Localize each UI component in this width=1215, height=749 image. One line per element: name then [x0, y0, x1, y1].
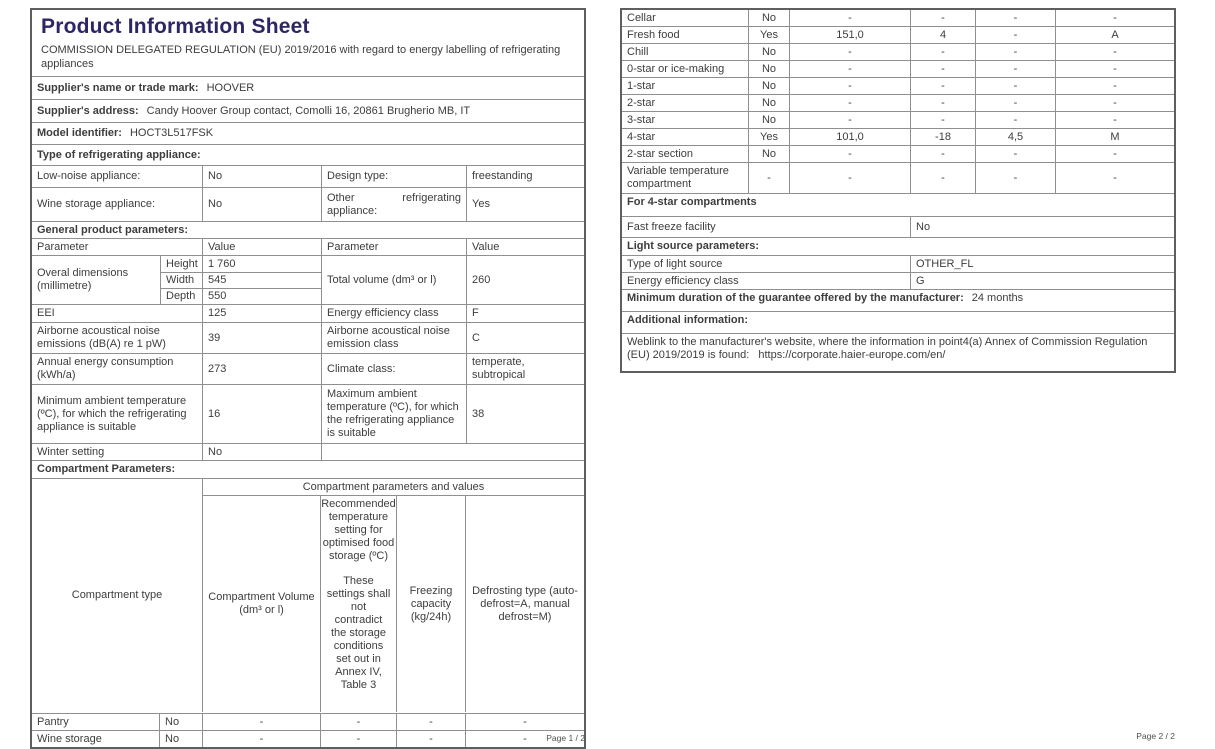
compartment-volume: - [789, 146, 910, 162]
compartment-row-cellar [622, 10, 1174, 26]
defrosting-type-header: Defrosting type (auto-defrost=A, manual defrost=M) [465, 495, 584, 712]
compartment-row-3-star [622, 111, 1174, 128]
low-noise-value: No [202, 166, 321, 187]
noise-class-label: Airborne acoustical noise emission class [321, 323, 466, 353]
model-identifier-value: HOCT3L517FSK [129, 127, 214, 139]
page-1 [30, 8, 586, 749]
compartment-freezing: - [975, 146, 1055, 162]
light-section-row [622, 237, 1174, 255]
compartment-temp: - [910, 61, 975, 77]
compartment-row-variable-temperature [622, 162, 1174, 193]
title-block [32, 10, 584, 76]
noise-class-value: C [466, 323, 584, 353]
compartment-row-0-star [622, 60, 1174, 77]
compartment-freezing: - [975, 44, 1055, 60]
four-star-section-row [622, 193, 1174, 216]
compartment-freezing: - [396, 731, 465, 747]
compartment-name: 2-star section [627, 147, 694, 160]
compartment-name: Pantry [37, 715, 69, 728]
max-ambient-label: Maximum ambient temperature (ºC), for which the refrigerating appliance is suitable [321, 385, 466, 443]
compartment-temp: 4 [910, 27, 975, 43]
weblink-text: Weblink to the manufacturer's website, where the information in point4(a) Annex of Commission Regulation (EU) 2019/2019 is found: [627, 336, 1148, 361]
compartment-defrosting: - [1055, 44, 1174, 60]
compartment-freezing: - [975, 10, 1055, 26]
compartment-name: 2-star [627, 96, 656, 109]
min-ambient-value: 16 [202, 385, 321, 443]
light-energy-class-row [622, 272, 1174, 289]
general-section-row [32, 221, 584, 238]
compartment-name: 1-star [627, 79, 656, 92]
compartment-volume: - [789, 95, 910, 111]
supplier-address-value: Candy Hoover Group contact, Comolli 16, 20861 Brugherio MB, IT [146, 104, 471, 117]
dimensions-label: Overal dimensions (millimetre) [37, 267, 129, 292]
wine-storage-appliance-row [32, 187, 584, 221]
page-1-footer: Page 1 / 2 [546, 733, 585, 743]
compartment-defrosting: - [1055, 112, 1174, 128]
winter-setting-row [32, 443, 584, 460]
page-1-table [30, 8, 586, 749]
additional-section-row [622, 311, 1174, 333]
model-identifier-cell [32, 123, 584, 144]
compartment-freezing: - [975, 163, 1055, 193]
compartment-freezing: - [975, 27, 1055, 43]
value-header-2: Value [466, 239, 584, 255]
compartment-present: No [748, 10, 789, 26]
compartment-present: - [748, 163, 789, 193]
compartment-type-header: Compartment type [71, 589, 163, 601]
energy-class-label: Energy efficiency class [321, 305, 466, 322]
compartment-temp: - [320, 731, 396, 747]
supplier-address-row [32, 99, 584, 122]
compartment-row-1-star [622, 77, 1174, 94]
compartment-freezing: - [396, 714, 465, 730]
compartment-defrosting: A [1055, 27, 1174, 43]
compartment-volume: - [202, 731, 320, 747]
parameter-header-1: Parameter [37, 240, 89, 253]
compartment-name: 4-star [627, 130, 656, 143]
energy-class-value: F [466, 305, 584, 322]
total-volume-label: Total volume (dm³ or l) [321, 256, 466, 304]
supplier-name-label: Supplier's name or trade mark: [37, 81, 199, 94]
light-source-type-row [622, 255, 1174, 272]
compartment-present: No [159, 731, 202, 747]
page-2 [620, 8, 1176, 749]
compartment-volume: - [789, 163, 910, 193]
compartment-volume: - [789, 61, 910, 77]
dimension-height-value: 1 760 [202, 256, 321, 272]
winter-setting-label: Winter setting [37, 445, 105, 458]
compartment-present: No [748, 61, 789, 77]
dimension-depth-label: Depth [160, 288, 202, 304]
compartment-freezing: - [975, 112, 1055, 128]
weblink-url: https://corporate.haier-europe.com/en/ [758, 349, 946, 361]
compartment-name: 3-star [627, 113, 656, 126]
general-section-label: General product parameters: [37, 223, 188, 236]
max-ambient-value: 38 [466, 385, 584, 443]
compartment-defrosting: - [465, 731, 584, 747]
supplier-name-row [32, 76, 584, 99]
compartment-defrosting: - [1055, 61, 1174, 77]
compartment-volume: - [789, 112, 910, 128]
compartment-temp: - [910, 10, 975, 26]
compartment-name: 0-star or ice-making [627, 62, 725, 75]
page-title: Product Information Sheet [41, 15, 310, 38]
compartment-temp: - [910, 163, 975, 193]
fast-freeze-label: Fast freeze facility [627, 220, 716, 233]
min-ambient-label: Minimum ambient temperature (ºC), for which the refrigerating appliance is suitable [37, 394, 187, 433]
compartment-temp-header-line2: These settings shall not contradict the storage conditions set out in Annex IV, Table 3 [326, 575, 391, 691]
additional-section-label: Additional information: [627, 314, 748, 326]
model-identifier-label: Model identifier: [37, 127, 122, 139]
compartment-temp-header [320, 495, 396, 712]
compartment-present: No [159, 714, 202, 730]
compartment-name: Variable temperature compartment [627, 165, 729, 190]
compartment-temp: - [320, 714, 396, 730]
type-section-label: Type of refrigerating appliance: [37, 148, 201, 161]
climate-class-value: temperate, subtropical [466, 354, 584, 384]
compartment-name: Chill [627, 45, 649, 58]
compartment-row-fresh-food [622, 26, 1174, 43]
compartment-present: No [748, 44, 789, 60]
light-section-label: Light source parameters: [627, 240, 760, 252]
compartment-row-wine-storage [32, 730, 584, 747]
compartment-defrosting: - [465, 714, 584, 730]
compartment-freezing: 4,5 [975, 129, 1055, 145]
ambient-temperature-row [32, 384, 584, 443]
eei-value: 125 [202, 305, 321, 322]
page-subtitle: COMMISSION DELEGATED REGULATION (EU) 2019/2016 with regard to energy labelling of refrigerating appliances [41, 44, 561, 70]
annual-energy-value: 273 [202, 354, 321, 384]
supplier-name-cell [32, 77, 584, 99]
compartment-section-row [32, 460, 584, 478]
wine-storage-appliance-value: No [202, 188, 321, 221]
compartment-defrosting: - [1055, 78, 1174, 94]
light-source-type-label: Type of light source [627, 257, 723, 270]
wine-storage-appliance-label: Wine storage appliance: [37, 198, 156, 210]
design-type-label: Design type: [321, 166, 466, 187]
compartment-temp: - [910, 78, 975, 94]
guarantee-label: Minimum duration of the guarantee offered by the manufacturer: [627, 292, 964, 304]
guarantee-cell [622, 290, 1174, 311]
weblink-row [622, 333, 1174, 371]
compartment-volume: - [202, 714, 320, 730]
compartment-freezing: - [975, 95, 1055, 111]
light-energy-class-value: G [910, 273, 1174, 289]
compartment-temp: - [910, 95, 975, 111]
compartment-freezing: - [975, 61, 1055, 77]
value-header-1: Value [202, 239, 321, 255]
parameter-header-row [32, 238, 584, 255]
page-2-table [620, 8, 1176, 373]
guarantee-row [622, 289, 1174, 311]
compartment-name: Wine storage [37, 732, 102, 745]
compartment-present: No [748, 95, 789, 111]
compartment-freezing: - [975, 78, 1055, 94]
low-noise-label: Low-noise appliance: [37, 170, 141, 182]
other-refrigerating-appliance-label-text: Other refrigerating appliance: [327, 191, 461, 217]
total-volume-value: 260 [466, 256, 584, 304]
light-energy-class-label: Energy efficiency class [627, 274, 739, 287]
compartment-defrosting: - [1055, 163, 1174, 193]
supplier-address-label: Supplier's address: [37, 104, 139, 117]
winter-setting-value: No [202, 444, 321, 460]
parameter-header-2: Parameter [321, 239, 466, 255]
compartment-row-4-star [622, 128, 1174, 145]
page-2-footer: Page 2 / 2 [1136, 731, 1175, 741]
fast-freeze-row [622, 216, 1174, 237]
fast-freeze-value: No [910, 217, 1174, 237]
climate-class-label: Climate class: [321, 354, 466, 384]
dimension-width-label: Width [160, 272, 202, 288]
compartment-volume-header: Compartment Volume (dm³ or l) [202, 495, 320, 712]
compartment-defrosting: - [1055, 146, 1174, 162]
compartment-temp: - [910, 146, 975, 162]
compartment-volume: 101,0 [789, 129, 910, 145]
light-source-type-value: OTHER_FL [910, 256, 1174, 272]
title-row [32, 10, 584, 76]
dimension-height-label: Height [160, 256, 202, 272]
compartment-present: No [748, 78, 789, 94]
compartment-volume: - [789, 78, 910, 94]
supplier-name-value: HOOVER [206, 81, 255, 94]
compartment-temp: - [910, 44, 975, 60]
noise-emissions-label: Airborne acoustical noise emissions (dB(A) re 1 pW) [37, 325, 166, 350]
guarantee-value: 24 months [971, 292, 1024, 304]
compartment-temp: - [910, 112, 975, 128]
compartment-defrosting: - [1055, 10, 1174, 26]
compartment-volume: - [789, 10, 910, 26]
compartment-name: Cellar [627, 11, 656, 24]
type-section-row [32, 144, 584, 165]
compartment-row-pantry [32, 713, 584, 730]
other-refrigerating-appliance-label [321, 188, 466, 221]
compartment-volume: - [789, 44, 910, 60]
noise-emissions-value: 39 [202, 323, 321, 353]
compartment-row-2-star [622, 94, 1174, 111]
compartment-name: Fresh food [627, 28, 680, 41]
compartment-present: Yes [748, 27, 789, 43]
four-star-section-label: For 4-star compartments [627, 196, 757, 208]
dimension-depth-value: 550 [202, 288, 321, 304]
compartment-header-block [32, 478, 584, 713]
noise-row [32, 322, 584, 353]
compartment-row-2-star-section [622, 145, 1174, 162]
compartment-temp: -18 [910, 129, 975, 145]
dimension-width-value: 545 [202, 272, 321, 288]
compartment-row-chill [622, 43, 1174, 60]
annual-energy-label: Annual energy consumption (kWh/a) [37, 356, 174, 381]
compartment-section-label: Compartment Parameters: [37, 463, 176, 475]
weblink-cell [622, 334, 1174, 371]
compartment-group-header: Compartment parameters and values [202, 479, 584, 495]
compartment-present: Yes [748, 129, 789, 145]
compartment-defrosting: - [1055, 95, 1174, 111]
compartment-present: No [748, 112, 789, 128]
other-refrigerating-appliance-value: Yes [466, 188, 584, 221]
compartment-temp-header-line1: Recommended temperature setting for optimised food storage (ºC) [321, 498, 396, 562]
energy-consumption-row [32, 353, 584, 384]
winter-setting-empty-cell [321, 444, 584, 460]
compartment-defrosting: M [1055, 129, 1174, 145]
model-identifier-row [32, 122, 584, 144]
compartment-present: No [748, 146, 789, 162]
freezing-capacity-header: Freezing capacity (kg/24h) [396, 495, 465, 712]
eei-label: EEI [37, 307, 55, 319]
low-noise-row [32, 165, 584, 187]
supplier-address-cell [32, 100, 584, 122]
design-type-value: freestanding [466, 166, 584, 187]
eei-row [32, 304, 584, 322]
dimensions-row [32, 255, 584, 304]
compartment-volume: 151,0 [789, 27, 910, 43]
